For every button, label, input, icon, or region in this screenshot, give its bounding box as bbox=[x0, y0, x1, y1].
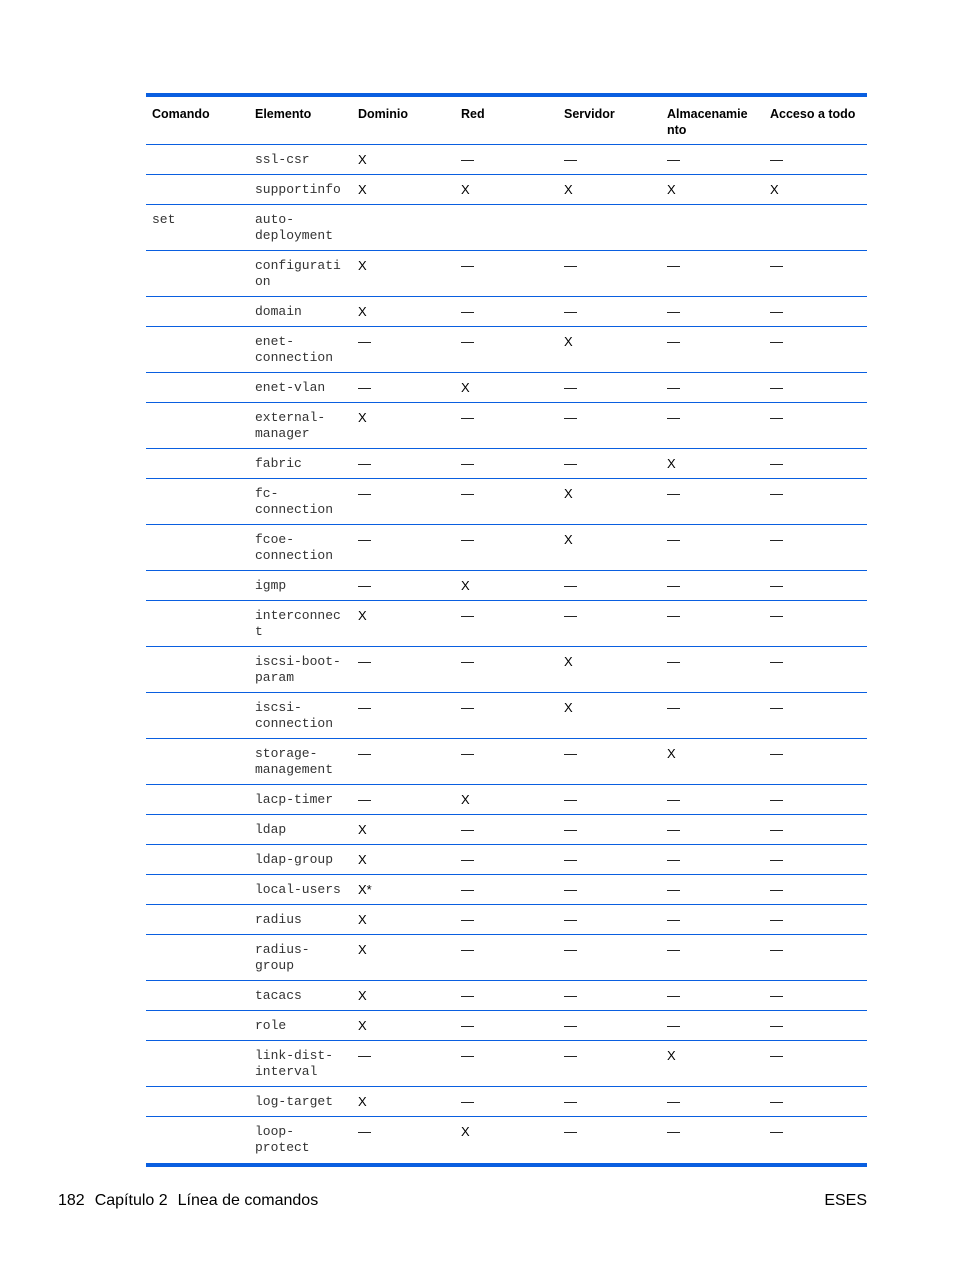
cell-elemento: enet- connection bbox=[255, 334, 334, 365]
table-row bbox=[146, 693, 867, 739]
header-elemento: Elemento bbox=[255, 107, 312, 121]
cell-acceso-a-todo: — bbox=[770, 380, 783, 395]
cell-comando bbox=[146, 571, 249, 600]
table-row bbox=[146, 935, 867, 981]
page-number: 182 bbox=[58, 1192, 85, 1209]
cell-dominio: X bbox=[358, 304, 367, 319]
table-row bbox=[146, 1087, 867, 1117]
cell-elemento: igmp bbox=[255, 578, 287, 593]
cell-servidor: — bbox=[564, 988, 577, 1003]
cell-red: X bbox=[461, 1124, 470, 1139]
cell-almacenamiento: — bbox=[667, 258, 680, 273]
cell-dominio: X bbox=[358, 1094, 367, 1109]
cell-acceso-a-todo: — bbox=[770, 882, 783, 897]
cell-servidor: — bbox=[564, 942, 577, 957]
cell-comando bbox=[146, 145, 249, 174]
cell-red: — bbox=[461, 1094, 474, 1109]
cell-acceso-a-todo: — bbox=[770, 912, 783, 927]
cell-servidor: — bbox=[564, 852, 577, 867]
cell-servidor: X bbox=[564, 486, 573, 501]
cell-red: X bbox=[461, 578, 470, 593]
cell-elemento: local-users bbox=[255, 882, 341, 897]
cell-comando bbox=[146, 1117, 249, 1163]
cell-comando bbox=[146, 693, 249, 738]
cell-servidor: — bbox=[564, 822, 577, 837]
table-row bbox=[146, 905, 867, 935]
cell-servidor: — bbox=[564, 456, 577, 471]
cell-almacenamiento: — bbox=[667, 410, 680, 425]
cell-dominio: — bbox=[358, 456, 371, 471]
cell-acceso-a-todo: — bbox=[770, 1124, 783, 1139]
header-dominio: Dominio bbox=[358, 107, 408, 121]
cell-comando bbox=[146, 1087, 249, 1116]
cell-elemento: external- manager bbox=[255, 410, 326, 441]
cell-almacenamiento: — bbox=[667, 608, 680, 623]
footer-left bbox=[58, 1192, 328, 1212]
table-row bbox=[146, 251, 867, 297]
cell-servidor: X bbox=[564, 334, 573, 349]
cell-elemento: lacp-timer bbox=[255, 792, 334, 807]
cell-almacenamiento: X bbox=[667, 456, 676, 471]
cell-red: — bbox=[461, 852, 474, 867]
cell-comando bbox=[146, 251, 249, 296]
cell-elemento: fc- connection bbox=[255, 486, 334, 517]
cell-almacenamiento: — bbox=[667, 304, 680, 319]
cell-comando bbox=[146, 1041, 249, 1086]
table-row bbox=[146, 373, 867, 403]
cell-red: — bbox=[461, 654, 474, 669]
cell-red: — bbox=[461, 882, 474, 897]
cell-servidor: — bbox=[564, 304, 577, 319]
table-row bbox=[146, 479, 867, 525]
cell-elemento: ldap-group bbox=[255, 852, 334, 867]
cell-red: X bbox=[461, 380, 470, 395]
cell-red: — bbox=[461, 334, 474, 349]
cell-servidor: — bbox=[564, 608, 577, 623]
table-row bbox=[146, 145, 867, 175]
page-footer bbox=[58, 1192, 867, 1212]
cell-red: — bbox=[461, 410, 474, 425]
cell-almacenamiento: — bbox=[667, 912, 680, 927]
cell-almacenamiento: — bbox=[667, 988, 680, 1003]
table-body bbox=[146, 145, 867, 1163]
cell-comando bbox=[146, 327, 249, 372]
cell-elemento: auto- deployment bbox=[255, 212, 334, 243]
cell-dominio: — bbox=[358, 1124, 371, 1139]
cell-elemento: fcoe- connection bbox=[255, 532, 334, 563]
cell-acceso-a-todo bbox=[764, 205, 867, 250]
table-row bbox=[146, 647, 867, 693]
cell-elemento: iscsi-boot- param bbox=[255, 654, 341, 685]
cell-almacenamiento: — bbox=[667, 334, 680, 349]
cell-servidor: — bbox=[564, 882, 577, 897]
cell-comando bbox=[146, 1011, 249, 1040]
cell-acceso-a-todo: — bbox=[770, 578, 783, 593]
cell-comando bbox=[146, 647, 249, 692]
cell-elemento: iscsi- connection bbox=[255, 700, 334, 731]
table-row bbox=[146, 1011, 867, 1041]
cell-acceso-a-todo: — bbox=[770, 1094, 783, 1109]
cell-servidor: X bbox=[564, 700, 573, 715]
cell-red bbox=[455, 205, 558, 250]
cell-acceso-a-todo: — bbox=[770, 258, 783, 273]
cell-red: — bbox=[461, 822, 474, 837]
cell-acceso-a-todo: — bbox=[770, 608, 783, 623]
cell-servidor: — bbox=[564, 746, 577, 761]
table-row bbox=[146, 205, 867, 251]
header-servidor: Servidor bbox=[564, 107, 615, 121]
cell-almacenamiento: — bbox=[667, 882, 680, 897]
cell-comando bbox=[146, 479, 249, 524]
cell-red: — bbox=[461, 700, 474, 715]
cell-dominio: X bbox=[358, 152, 367, 167]
cell-servidor bbox=[558, 205, 661, 250]
cell-acceso-a-todo: — bbox=[770, 334, 783, 349]
table-row bbox=[146, 327, 867, 373]
cell-red: — bbox=[461, 608, 474, 623]
cell-almacenamiento: — bbox=[667, 380, 680, 395]
cell-acceso-a-todo: — bbox=[770, 942, 783, 957]
cell-servidor: — bbox=[564, 1048, 577, 1063]
cell-elemento: ldap bbox=[255, 822, 287, 837]
header-red: Red bbox=[461, 107, 485, 121]
chapter-label: Capítulo 2 bbox=[94, 1192, 168, 1209]
cell-elemento: domain bbox=[255, 304, 302, 319]
cell-acceso-a-todo: — bbox=[770, 152, 783, 167]
cell-acceso-a-todo: X bbox=[770, 182, 779, 197]
table-row bbox=[146, 175, 867, 205]
cell-dominio: X bbox=[358, 852, 367, 867]
cell-almacenamiento: — bbox=[667, 942, 680, 957]
header-acceso-a-todo: Acceso a todo bbox=[770, 107, 856, 121]
cell-elemento: link-dist- interval bbox=[255, 1048, 334, 1079]
cell-servidor: X bbox=[564, 182, 573, 197]
cell-red: — bbox=[461, 152, 474, 167]
cell-almacenamiento bbox=[661, 205, 764, 250]
cell-almacenamiento: — bbox=[667, 700, 680, 715]
cell-servidor: — bbox=[564, 912, 577, 927]
cell-red: — bbox=[461, 456, 474, 471]
cell-servidor: — bbox=[564, 792, 577, 807]
cell-dominio: X bbox=[358, 822, 367, 837]
cell-dominio: X bbox=[358, 1018, 367, 1033]
cell-acceso-a-todo: — bbox=[770, 1048, 783, 1063]
cell-servidor: — bbox=[564, 410, 577, 425]
cell-servidor: — bbox=[564, 380, 577, 395]
cell-dominio: — bbox=[358, 578, 371, 593]
cell-acceso-a-todo: — bbox=[770, 700, 783, 715]
cell-red: — bbox=[461, 988, 474, 1003]
cell-comando bbox=[146, 373, 249, 402]
cell-acceso-a-todo: — bbox=[770, 852, 783, 867]
cell-dominio: — bbox=[358, 792, 371, 807]
cell-almacenamiento: — bbox=[667, 822, 680, 837]
cell-servidor: — bbox=[564, 578, 577, 593]
cell-acceso-a-todo: — bbox=[770, 1018, 783, 1033]
cell-servidor: — bbox=[564, 1124, 577, 1139]
cell-elemento: enet-vlan bbox=[255, 380, 326, 395]
cell-elemento: supportinfo bbox=[255, 182, 341, 197]
cell-comando bbox=[146, 785, 249, 814]
cell-red: — bbox=[461, 746, 474, 761]
table-row bbox=[146, 785, 867, 815]
table-row bbox=[146, 739, 867, 785]
cell-comando bbox=[146, 525, 249, 570]
locale-label: ESES bbox=[824, 1192, 867, 1209]
table-row bbox=[146, 297, 867, 327]
cell-servidor: — bbox=[564, 1094, 577, 1109]
cell-almacenamiento: — bbox=[667, 578, 680, 593]
cell-comando bbox=[146, 175, 249, 204]
cell-comando bbox=[146, 449, 249, 478]
cell-elemento: configurati on bbox=[255, 258, 341, 289]
cell-almacenamiento: — bbox=[667, 1094, 680, 1109]
cell-almacenamiento: — bbox=[667, 852, 680, 867]
cell-servidor: — bbox=[564, 258, 577, 273]
cell-comando: set bbox=[152, 212, 176, 227]
cell-acceso-a-todo: — bbox=[770, 486, 783, 501]
cell-dominio: X bbox=[358, 912, 367, 927]
cell-dominio: — bbox=[358, 1048, 371, 1063]
cell-comando bbox=[146, 905, 249, 934]
table-row bbox=[146, 815, 867, 845]
cell-comando bbox=[146, 845, 249, 874]
cell-acceso-a-todo: — bbox=[770, 410, 783, 425]
cell-red: — bbox=[461, 942, 474, 957]
cell-almacenamiento: X bbox=[667, 746, 676, 761]
cell-acceso-a-todo: — bbox=[770, 304, 783, 319]
cell-dominio: X bbox=[358, 182, 367, 197]
table-row bbox=[146, 845, 867, 875]
cell-almacenamiento: — bbox=[667, 1124, 680, 1139]
cell-dominio: X bbox=[358, 410, 367, 425]
cell-servidor: — bbox=[564, 152, 577, 167]
cell-comando bbox=[146, 601, 249, 646]
table-row bbox=[146, 981, 867, 1011]
cell-comando bbox=[146, 981, 249, 1010]
table-header bbox=[146, 97, 867, 145]
cell-red: X bbox=[461, 182, 470, 197]
cell-dominio: — bbox=[358, 380, 371, 395]
cell-acceso-a-todo: — bbox=[770, 822, 783, 837]
cell-almacenamiento: — bbox=[667, 532, 680, 547]
cell-servidor: X bbox=[564, 654, 573, 669]
cell-elemento: storage- management bbox=[255, 746, 334, 777]
cell-almacenamiento: — bbox=[667, 654, 680, 669]
cell-elemento: role bbox=[255, 1018, 287, 1033]
cell-dominio: X bbox=[358, 988, 367, 1003]
cell-comando bbox=[146, 875, 249, 904]
cell-comando bbox=[146, 739, 249, 784]
table-row bbox=[146, 1041, 867, 1087]
cell-dominio: X bbox=[358, 258, 367, 273]
cell-elemento: fabric bbox=[255, 456, 302, 471]
cell-servidor: — bbox=[564, 1018, 577, 1033]
table-row bbox=[146, 571, 867, 601]
table-row bbox=[146, 875, 867, 905]
cell-comando bbox=[146, 815, 249, 844]
cell-almacenamiento: X bbox=[667, 1048, 676, 1063]
cell-acceso-a-todo: — bbox=[770, 988, 783, 1003]
cell-red: — bbox=[461, 486, 474, 501]
cell-elemento: tacacs bbox=[255, 988, 302, 1003]
table-row bbox=[146, 601, 867, 647]
cell-elemento: loop- protect bbox=[255, 1124, 310, 1155]
cell-dominio bbox=[352, 205, 455, 250]
cell-almacenamiento: — bbox=[667, 486, 680, 501]
cell-elemento: interconnec t bbox=[255, 608, 341, 639]
cell-almacenamiento: — bbox=[667, 152, 680, 167]
cell-servidor: X bbox=[564, 532, 573, 547]
cell-red: — bbox=[461, 532, 474, 547]
cell-dominio: — bbox=[358, 334, 371, 349]
cell-red: — bbox=[461, 1048, 474, 1063]
cell-acceso-a-todo: — bbox=[770, 456, 783, 471]
header-almacenamiento: Almacenamie nto bbox=[667, 107, 748, 137]
cell-dominio: — bbox=[358, 746, 371, 761]
cell-red: X bbox=[461, 792, 470, 807]
command-permissions-table bbox=[146, 93, 867, 1167]
cell-dominio: — bbox=[358, 654, 371, 669]
cell-comando bbox=[146, 403, 249, 448]
cell-dominio: — bbox=[358, 486, 371, 501]
cell-elemento: radius bbox=[255, 912, 302, 927]
cell-dominio: X bbox=[358, 608, 367, 623]
cell-acceso-a-todo: — bbox=[770, 746, 783, 761]
cell-comando bbox=[146, 297, 249, 326]
chapter-title: Línea de comandos bbox=[177, 1192, 319, 1209]
table-row bbox=[146, 449, 867, 479]
cell-comando bbox=[146, 935, 249, 980]
cell-red: — bbox=[461, 912, 474, 927]
cell-acceso-a-todo: — bbox=[770, 532, 783, 547]
table-row bbox=[146, 403, 867, 449]
cell-acceso-a-todo: — bbox=[770, 792, 783, 807]
cell-elemento: radius- group bbox=[255, 942, 310, 973]
cell-acceso-a-todo: — bbox=[770, 654, 783, 669]
header-comando: Comando bbox=[152, 107, 210, 121]
cell-dominio: X* bbox=[358, 882, 372, 897]
cell-dominio: — bbox=[358, 532, 371, 547]
cell-red: — bbox=[461, 304, 474, 319]
cell-red: — bbox=[461, 1018, 474, 1033]
cell-elemento: log-target bbox=[255, 1094, 334, 1109]
cell-almacenamiento: X bbox=[667, 182, 676, 197]
cell-red: — bbox=[461, 258, 474, 273]
cell-dominio: X bbox=[358, 942, 367, 957]
cell-almacenamiento: — bbox=[667, 1018, 680, 1033]
table-row bbox=[146, 1117, 867, 1163]
cell-almacenamiento: — bbox=[667, 792, 680, 807]
table-row bbox=[146, 525, 867, 571]
cell-elemento: ssl-csr bbox=[255, 152, 310, 167]
cell-dominio: — bbox=[358, 700, 371, 715]
